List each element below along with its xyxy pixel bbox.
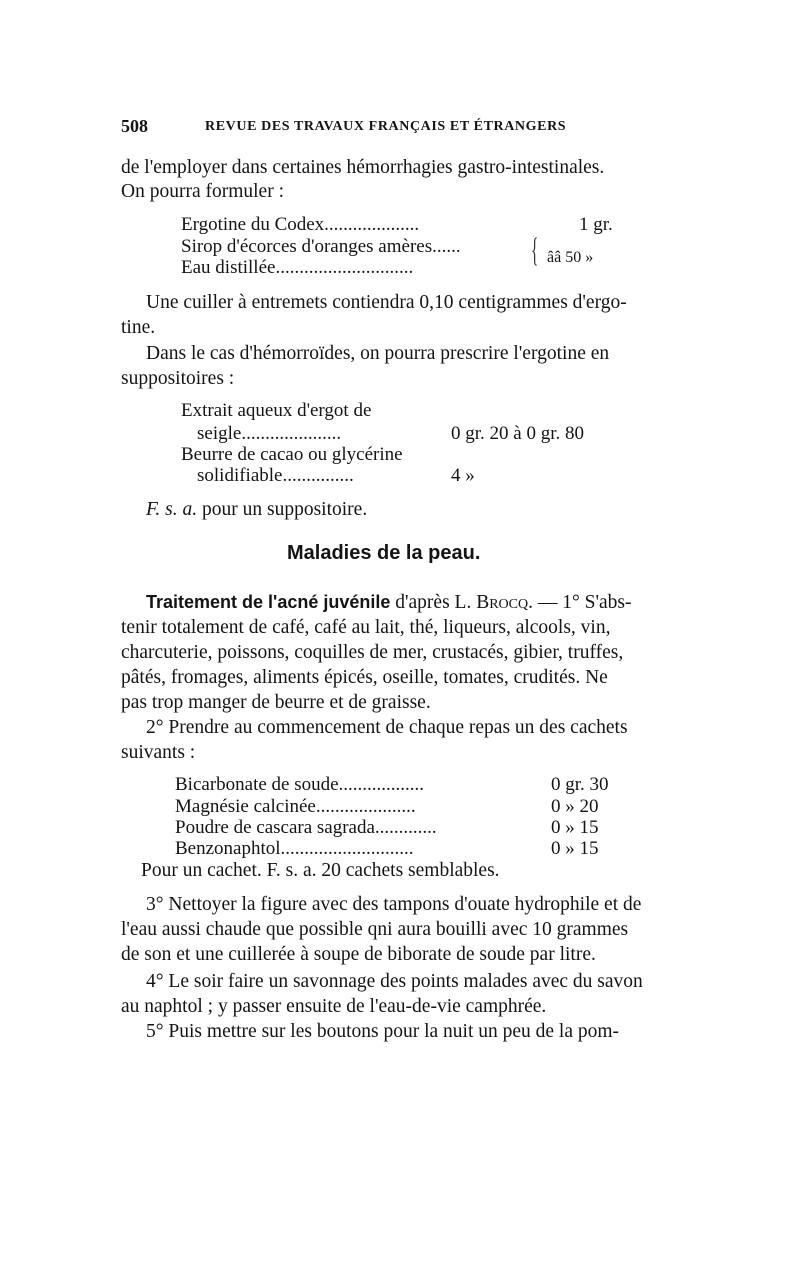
paragraph-line: l'eau aussi chaude que possible qni aura bouilli avec 10 grammes: [121, 919, 629, 940]
intro-line-2: On pourra formuler :: [121, 181, 284, 202]
paragraph-line: suppositoires :: [121, 368, 235, 389]
paragraph-line: 4° Le soir faire un savonnage des points malades avec du savon: [146, 971, 643, 992]
formula-row-name: Bicarbonate de soude..................: [175, 774, 425, 795]
formula-row-name: Sirop d'écorces d'oranges amères......: [181, 236, 461, 257]
formula-row-name: Magnésie calcinée.....................: [175, 796, 416, 817]
formula-shared-qty: ââ 50 »: [547, 249, 594, 266]
intro-line-1: de l'employer dans certaines hémorrhagies gastro-intestinales.: [121, 157, 605, 178]
paragraph-line: pas trop manger de beurre et de graisse.: [121, 692, 431, 713]
formula-row-qty: 0 » 15: [551, 817, 599, 838]
paragraph-line: 3° Nettoyer la figure avec des tampons d'ouate hydrophile et de: [146, 894, 642, 915]
page-number: 508: [121, 116, 148, 136]
treatment-title: Traitement de l'acné juvénile: [146, 592, 391, 612]
fsa-abbr: F. s. a.: [146, 499, 198, 520]
running-title: REVUE DES TRAVAUX FRANÇAIS ET ÉTRANGERS: [205, 119, 567, 134]
paragraph-line: Une cuiller à entremets contiendra 0,10 centigrammes d'ergo-: [146, 292, 627, 313]
paragraph-line: tine.: [121, 317, 156, 338]
paragraph-line: de son et une cuillerée à soupe de biborate de soude par litre.: [121, 944, 596, 965]
section-heading: Maladies de la peau.: [287, 542, 481, 564]
paragraph-line: pâtés, fromages, aliments épicés, oseille, tomates, crudités. Ne: [121, 667, 608, 688]
paragraph-line: [146, 590, 632, 615]
formula-row-name: Benzonaphtol............................: [175, 838, 414, 859]
paragraph-line: Dans le cas d'hémorroïdes, on pourra prescrire l'ergotine en: [146, 343, 610, 364]
paragraph-line: suivants :: [121, 742, 196, 763]
formula-row-name: Extrait aqueux d'ergot de: [181, 400, 372, 421]
formula-row-qty: 1 gr.: [579, 214, 613, 235]
formula-row-qty: 4 »: [451, 465, 475, 486]
fsa-text: pour un suppositoire.: [197, 499, 368, 520]
paragraph-line: 2° Prendre au commencement de chaque repas un des cachets: [146, 717, 628, 738]
formula-row-name: Beurre de cacao ou glycérine: [181, 444, 403, 465]
formula-row-qty: 0 » 20: [551, 796, 599, 817]
formula-row-qty: 0 gr. 30: [551, 774, 609, 795]
formula-row-name: Ergotine du Codex....................: [181, 214, 420, 235]
fsa-line: [146, 498, 367, 522]
formula-row-name: Poudre de cascara sagrada.............: [175, 817, 437, 838]
formula-row-qty: 0 gr. 20 à 0 gr. 80: [451, 423, 584, 444]
paragraph-line: 5° Puis mettre sur les boutons pour la nuit un peu de la pom-: [146, 1021, 620, 1042]
paragraph-line: charcuterie, poissons, coquilles de mer, crustacés, gibier, truffes,: [121, 642, 624, 663]
paragraph-line: au naphtol ; y passer ensuite de l'eau-de-vie camphrée.: [121, 996, 547, 1017]
grouping-brace: {: [531, 232, 539, 269]
formula-row-name: solidifiable...............: [197, 465, 354, 486]
formula-footer: Pour un cachet. F. s. a. 20 cachets semblables.: [141, 860, 500, 881]
formula-row-name: Eau distillée.............................: [181, 257, 414, 278]
text-span: . — 1° S'abs-: [528, 592, 632, 613]
author-name: Brocq: [476, 592, 529, 613]
formula-row-qty: 0 » 15: [551, 838, 599, 859]
paragraph-line: tenir totalement de café, café au lait, thé, liqueurs, alcools, vin,: [121, 617, 611, 638]
text-span: d'après L.: [390, 592, 477, 613]
formula-row-name: seigle.....................: [197, 423, 342, 444]
